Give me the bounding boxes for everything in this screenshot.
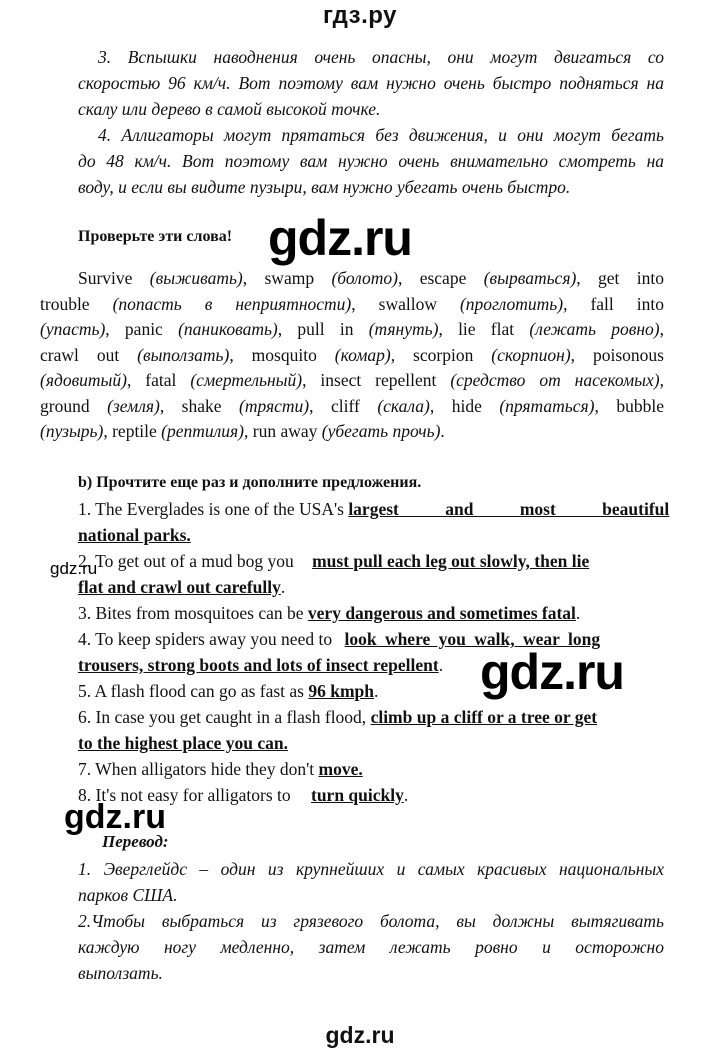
- sentence-1-cont: national parks.: [78, 525, 191, 545]
- sentence-8: 8. It's not easy for alligators to turn quickly.: [78, 785, 409, 805]
- answer-7: move.: [318, 759, 363, 779]
- paragraph-3-line-1: 3. Вспышки наводнения очень опасны, они могут двигаться со: [98, 47, 664, 67]
- vocab-line: (упасть), panic (паниковать), pull in (тянуть), lie flat (лежать ровно),: [40, 319, 664, 339]
- sentence-4-cont: trousers, strong boots and lots of insect repellent.: [78, 655, 444, 675]
- answer-4: look where you walk, wear long: [344, 629, 601, 649]
- translation-line: каждую ногу медленно, затем лежать ровно и осторожно: [78, 937, 664, 957]
- answer-2: must pull each leg out slowly, then lie: [312, 551, 590, 571]
- answer-3: very dangerous and sometimes fatal: [307, 603, 576, 623]
- sentence-3: 3. Bites from mosquitoes can be very dangerous and sometimes fatal.: [78, 603, 581, 623]
- answer-8: turn quickly: [311, 785, 404, 805]
- answer-1: largest and most beautiful: [348, 499, 670, 519]
- translation-heading: Перевод:: [102, 832, 169, 851]
- translation-line: 2.Чтобы выбраться из грязевого болота, вы должны вытягивать: [78, 911, 664, 931]
- vocabulary-list: [40, 266, 664, 445]
- sentence-7: 7. When alligators hide they don't move.: [78, 759, 363, 779]
- paragraph-4-line-3: воду, и если вы видите пузыри, вам нужно убегать очень быстро.: [78, 177, 571, 197]
- paragraph-3-line-3: скалу или дерево в самой высокой точке.: [78, 99, 381, 119]
- watermark-small: gdz.ru: [50, 559, 98, 578]
- sentence-1: 1. The Everglades is one of the USA's largest and most beautiful: [78, 499, 670, 519]
- paragraph-4-line-1: 4. Аллигаторы могут прятаться без движения, и они могут бегать: [98, 125, 664, 145]
- sentence-5: 5. A flash flood can go as fast as 96 kmph.: [78, 681, 379, 701]
- sentence-6: 6. In case you get caught in a flash flood, climb up a cliff or a tree or get: [78, 707, 598, 727]
- paragraph-3: [78, 44, 664, 122]
- translation-body: [78, 856, 664, 986]
- sentence-4: 4. To keep spiders away you need to look where you walk, wear long: [78, 629, 601, 649]
- answer-5: 96 kmph: [308, 681, 375, 701]
- paragraph-3-line-2: скоростью 96 км/ч. Вот поэтому вам нужно очень быстро подняться на: [78, 73, 664, 93]
- answer-6: climb up a cliff or a tree or get: [370, 707, 598, 727]
- translation-line: 1. Эверглейдс – один из крупнейших и самых красивых национальных: [78, 859, 664, 879]
- sentence-2: 2. To get out of a mud bog you must pull each leg out slowly, then lie: [78, 551, 590, 571]
- vocab-line: (пузырь), reptile (рептилия), run away (убегать прочь).: [40, 421, 445, 441]
- watermark-logo: gdz.ru: [268, 210, 412, 266]
- sentence-2-cont: flat and crawl out carefully.: [78, 577, 286, 597]
- vocab-line: crawl out (выползать), mosquito (комар), scorpion (скорпион), poisonous: [40, 344, 664, 365]
- vocab-line: trouble (попасть в неприятности), swallow (проглотить), fall into: [40, 293, 665, 314]
- translation-line: парков США.: [78, 885, 178, 905]
- watermark-logo: gdz.ru: [480, 644, 624, 700]
- paragraph-4-line-2: до 48 км/ч. Вот поэтому вам нужно очень внимательно смотреть на: [78, 151, 664, 171]
- paragraph-4: [78, 122, 664, 200]
- watermark-logo: gdz.ru: [64, 798, 166, 836]
- site-header: гдз.ру: [323, 2, 397, 29]
- check-words-heading: Проверьте эти слова!: [78, 228, 233, 245]
- sentence-6-cont: to the highest place you can.: [78, 733, 288, 753]
- site-footer: gdz.ru: [325, 1022, 395, 1048]
- vocab-line: ground (земля), shake (трясти), cliff (скала), hide (прятаться), bubble: [40, 395, 664, 416]
- translation-line: выползать.: [78, 963, 163, 983]
- exercise-b-heading: b) Прочтите еще раз и дополните предложения.: [78, 474, 422, 491]
- vocab-line: Survive (выживать), swamp (болото), escape (вырваться), get into: [78, 268, 664, 288]
- vocab-line: (ядовитый), fatal (смертельный), insect repellent (средство от насекомых),: [40, 370, 664, 390]
